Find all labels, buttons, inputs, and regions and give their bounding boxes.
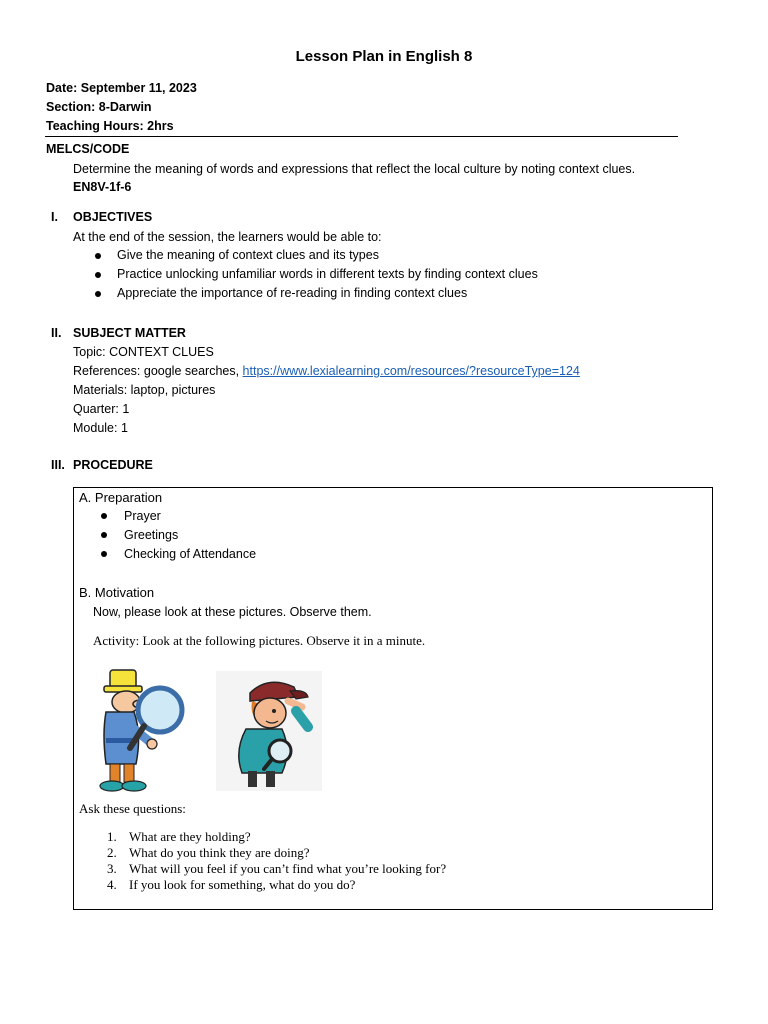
question-number: 1.: [107, 829, 117, 844]
objectives-intro: At the end of the session, the learners would be able to:: [73, 230, 382, 244]
ask-questions-label: Ask these questions:: [79, 801, 186, 816]
bullet-icon: [101, 513, 107, 519]
melcs-text: Determine the meaning of words and expressions that reflect the local culture by noting context clues.: [73, 162, 636, 176]
objective-item: Give the meaning of context clues and its types: [117, 248, 379, 262]
prep-item: Checking of Attendance: [124, 547, 257, 561]
references-link[interactable]: https://www.lexialearning.com/resources/?resourceType=124: [242, 364, 580, 378]
objective-item: Practice unlocking unfamiliar words in different texts by finding context clues: [117, 267, 538, 281]
preparation-heading: A. Preparation: [79, 490, 163, 505]
activity-text: Activity: Look at the following pictures. Observe it in a minute.: [93, 633, 426, 648]
question-text: What are they holding?: [129, 829, 251, 844]
subject-numeral: II.: [51, 326, 62, 340]
section-line: Section: 8-Darwin: [46, 100, 152, 114]
objective-item: Appreciate the importance of re-reading in finding context clues: [117, 286, 468, 300]
quarter-line: Quarter: 1: [73, 402, 130, 416]
detective-magnifier-illustration: [88, 664, 190, 794]
bullet-icon: [95, 253, 101, 259]
melcs-heading: MELCS/CODE: [46, 142, 130, 156]
page-title: Lesson Plan in English 8: [295, 48, 473, 65]
hours-line: Teaching Hours: 2hrs: [46, 119, 174, 133]
bullet-icon: [101, 532, 107, 538]
procedure-numeral: III.: [51, 458, 65, 472]
bullet-icon: [95, 291, 101, 297]
question-number: 3.: [107, 861, 117, 876]
objectives-numeral: I.: [51, 210, 58, 224]
references-label: References: google searches,: [73, 364, 243, 378]
objectives-heading: OBJECTIVES: [73, 210, 153, 224]
motivation-text: Now, please look at these pictures. Observe them.: [93, 605, 372, 619]
question-text: If you look for something, what do you do?: [129, 877, 356, 892]
question-text: What will you feel if you can’t find what you’re looking for?: [129, 861, 447, 876]
melcs-code: EN8V-1f-6: [73, 180, 132, 194]
topic-line: Topic: CONTEXT CLUES: [73, 345, 214, 359]
boy-magnifier-illustration: [216, 671, 322, 791]
question-number: 4.: [107, 877, 117, 892]
subject-heading: SUBJECT MATTER: [73, 326, 186, 340]
prep-item: Greetings: [124, 528, 179, 542]
motivation-heading: B. Motivation: [79, 585, 155, 600]
header-divider: [45, 136, 678, 137]
bullet-icon: [101, 551, 107, 557]
materials-line: Materials: laptop, pictures: [73, 383, 216, 397]
date-line: Date: September 11, 2023: [46, 81, 197, 95]
procedure-heading: PROCEDURE: [73, 458, 153, 472]
question-text: What do you think they are doing?: [129, 845, 310, 860]
bullet-icon: [95, 272, 101, 278]
question-number: 2.: [107, 845, 117, 860]
references-line: [73, 364, 580, 378]
module-line: Module: 1: [73, 421, 128, 435]
prep-item: Prayer: [124, 509, 161, 523]
